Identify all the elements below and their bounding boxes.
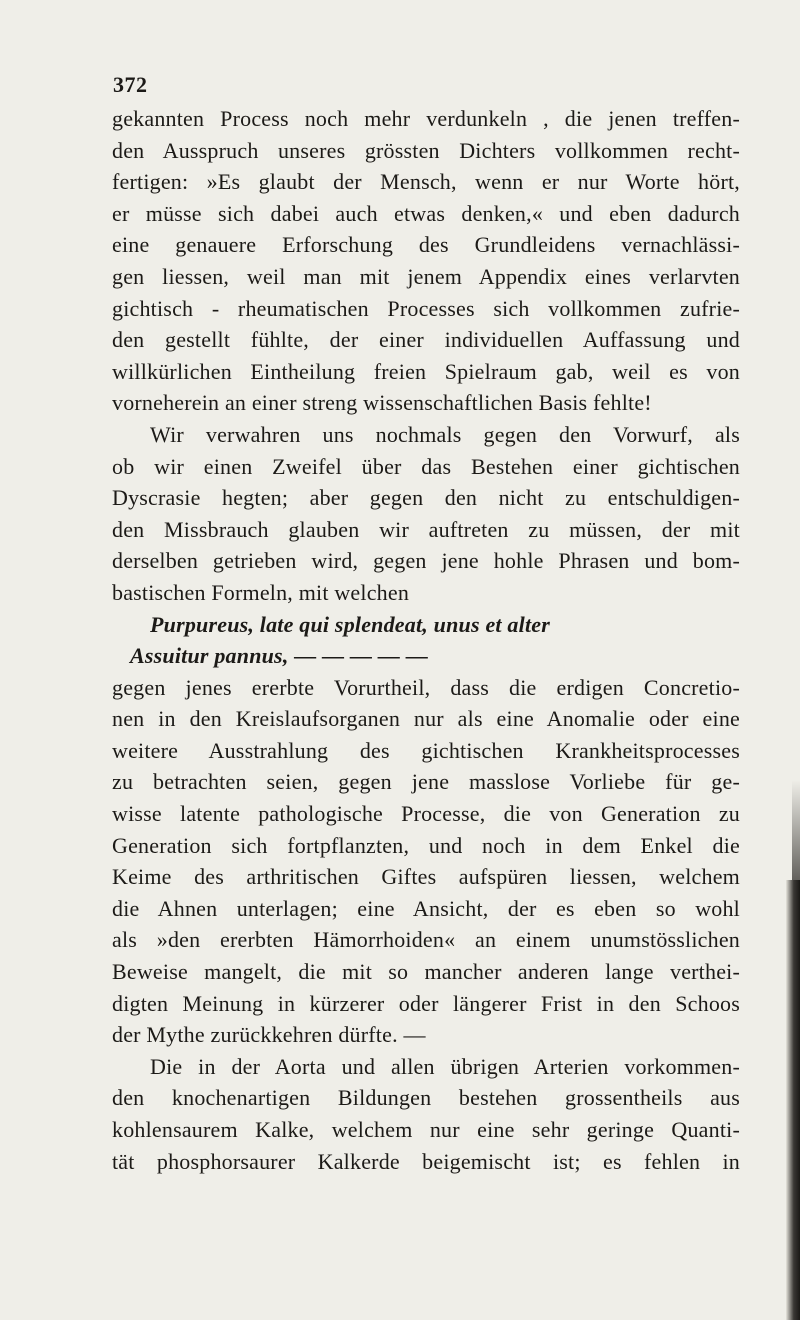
text-line: als »den ererbten Hämorrhoiden« an einem unumstösslichen: [112, 927, 740, 953]
text-line: wisse latente pathologische Processe, die von Generation zu: [112, 801, 740, 827]
text-line: fertigen: »Es glaubt der Mensch, wenn er nur Worte hört,: [112, 169, 740, 195]
text-line: vorneherein an einer streng wissenschaftlichen Basis fehlte!: [112, 390, 652, 416]
text-line: bastischen Formeln, mit welchen: [112, 579, 410, 605]
page-number: 372: [113, 72, 148, 97]
text-line: gegen jenes ererbte Vorurtheil, dass die erdigen Concretio-: [112, 674, 740, 700]
text-line: Generation sich fortpflanzten, und noch in dem Enkel die: [112, 832, 740, 858]
latin-quote-line: Assuitur pannus, — — — — —: [130, 643, 429, 669]
text-line: gen liessen, weil man mit jenem Appendix eines verlarvten: [112, 263, 740, 289]
text-line: eine genauere Erforschung des Grundleidens vernachlässi-: [112, 232, 740, 258]
text-line: derselben getrieben wird, gegen jene hohle Phrasen und bom-: [112, 548, 740, 574]
text-line: Keime des arthritischen Giftes aufspüren liessen, welchem: [112, 864, 740, 890]
text-line: gichtisch - rheumatischen Processes sich vollkommen zufrie-: [112, 295, 740, 321]
text-line: den Missbrauch glauben wir auftreten zu müssen, der mit: [112, 516, 740, 542]
text-line: kohlensaurem Kalke, welchem nur eine sehr geringe Quanti-: [112, 1117, 740, 1142]
text-line: tät phosphorsaurer Kalkerde beigemischt ist; es fehlen in: [112, 1148, 740, 1174]
text-line: zu betrachten seien, gegen jene masslose Vorliebe für ge-: [112, 769, 740, 795]
text-line: den knochenartigen Bildungen bestehen grossentheils aus: [112, 1085, 740, 1111]
text-line: gekannten Process noch mehr verdunkeln , die jenen treffen-: [112, 106, 740, 131]
text-line: weitere Ausstrahlung des gichtischen Krankheitsprocesses: [112, 737, 740, 763]
text-line: der Mythe zurückkehren dürfte. —: [112, 1022, 426, 1048]
body-text: [112, 103, 740, 1177]
text-line: willkürlichen Eintheilung freien Spielraum gab, weil es von: [112, 358, 740, 384]
text-line: den gestellt fühlte, der einer individuellen Auffassung und: [112, 327, 740, 353]
text-line: er müsse sich dabei auch etwas denken,« und eben dadurch: [112, 200, 740, 226]
text-line: Beweise mangelt, die mit so mancher anderen lange verthei-: [112, 959, 740, 985]
text-line: Dyscrasie hegten; aber gegen den nicht zu entschuldigen-: [112, 485, 740, 511]
paragraph-start-line: Wir verwahren uns nochmals gegen den Vorwurf, als: [150, 421, 740, 447]
text-line: den Ausspruch unseres grössten Dichters vollkommen recht-: [112, 137, 740, 163]
text-line: die Ahnen unterlagen; eine Ansicht, der es eben so wohl: [112, 895, 740, 921]
page-edge: [786, 880, 800, 1320]
text-line: nen in den Kreislaufsorganen nur als eine Anomalie oder eine: [112, 706, 740, 732]
text-line: ob wir einen Zweifel über das Bestehen einer gichtischen: [112, 453, 740, 479]
text-line: digten Meinung in kürzerer oder längerer Frist in den Schoos: [112, 990, 740, 1016]
paragraph-start-line: Die in der Aorta und allen übrigen Arterien vorkommen-: [150, 1053, 740, 1079]
latin-quote-line: Purpureus, late qui splendeat, unus et alter: [150, 611, 550, 637]
page-edge-shadow: [792, 780, 800, 880]
